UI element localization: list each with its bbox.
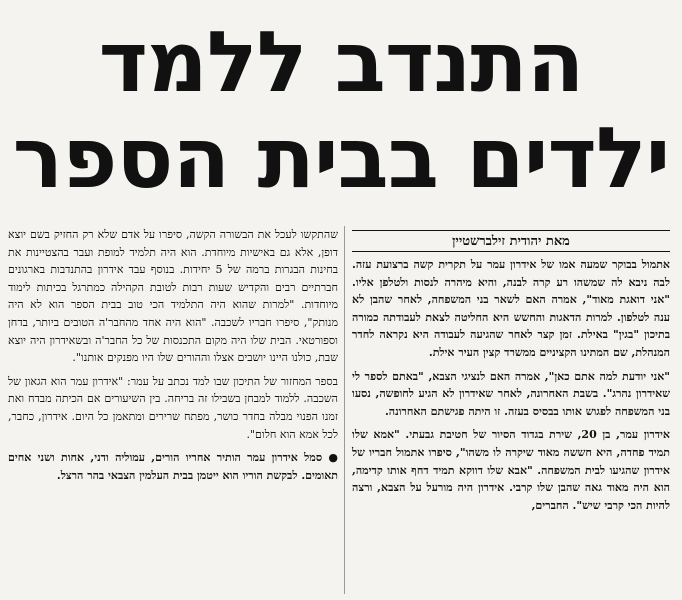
headline-line-2: ילדים בבית הספר <box>12 109 670 207</box>
headline <box>0 14 682 206</box>
paragraph: בספר המחזור של התיכון שבו למד נכתב על עמר: "אידרון עמר הוא הגאון של השכבה. ללמוד למבחן בשבילו זה בריחה. בין השיעורים אם הכיתה מבדח ואת זמנו הפנוי מבלה בחדר כושר, מפתח שרירים ומתאמן כל היום. אידרון, כחבר, לכל אמא הוא חלום". <box>8 374 338 441</box>
paragraph: "אני יודעת למה אתם כאן", אמרה האם לנציגי הצבא, "באתם לספר לי שאידרון נהרג". בשבת האחרונה, לאחר שאידרון לא הגיע לחופשה, נסעו בני המשפחה לפגוש אותו בבסיס בעזה. זו היתה פגישתם האחרונה. <box>352 369 670 418</box>
byline: מאת יהודית זילברשטיין <box>352 230 670 252</box>
column-divider <box>344 226 345 594</box>
headline-line-1: התנדב ללמד <box>98 13 584 111</box>
paragraph: שהתקשו לעכל את הבשורה הקשה, סיפרו על אדם שלא רק החזיק בשם יוצא דופן, אלא גם באישיות מיוחדת. הוא היה תלמיד למופת ועבר בהצטיינות את בחינות הבגרות ברמה של 5 יחידות. בנוסף עבד אידרון בהתנדבות בארגונים חברתיים רבים והקדיש שעות רבות לטובת הקהילה כמתרגל בכיתות לימוד מיוחדות. "למרות שהוא היה התלמיד הכי טוב בבית הספר הוא לא היה מנותק", סיפרו חבריו לשכבה. "הוא היה אחד מהחבר'ה הטובים ביותר, בדחן וספורטאי. הבית שלו היה מקום התכנסות של כל החבר'ה ובשאידרון היה יוצא שבת, כולנו היינו יושבים אצלו וההורים שלו היו מפנקים אותנו". <box>8 228 339 365</box>
article-column-right <box>352 256 670 520</box>
article-column-left <box>8 226 338 490</box>
paragraph: אתמול בבוקר שמעה אמו של אידרון עמר על תקרית קשה ברצועת עזה. לבה ניבא לה שמשהו רע קרה לבנה, והיא מיהרה לנסות ולטלפן אליו. "אני דואגת מאוד", אמרה האם לשאר בני המשפחה, לאחר שהבן לא ענה לטלפון. למרות הדאגות והחשש היא החליטה לצאת לעבודתה כמורה בתיכון "בגין" באילת. זמן קצר לאחר שהגיעה לעבודה היא נקראה לחדר המנהלת, שם המתינו הקציניים ממשרד קצין העיר אילת. <box>352 258 670 359</box>
closing-paragraph: ● סמל אידרון עמר הותיר אחריו הורים, עמוליה ודני, אחות ושני אחים תאומים. לבקשת הוריו הוא ייטמן בבית העלמין הצבאי בהר הרצל. <box>8 451 338 482</box>
paragraph: אידרון עמר, בן 20, שירת בגדוד הסיור של חטיבת גבעתי. "אמא שלו תמיד פחדה, היא חששה מאוד שיקרה לו משהו", סיפרו אתמול חבריו של אידרון שהגיעו לבית המשפחה. "אבא שלו דווקא תמיד דחף אותו קדימה, הוא היה מאוד גאה שהבן שלו קרבי. אידרון היה מורעל על הצבא, ורצה להיות הכי קרבי שיש". החברים, <box>352 428 670 512</box>
